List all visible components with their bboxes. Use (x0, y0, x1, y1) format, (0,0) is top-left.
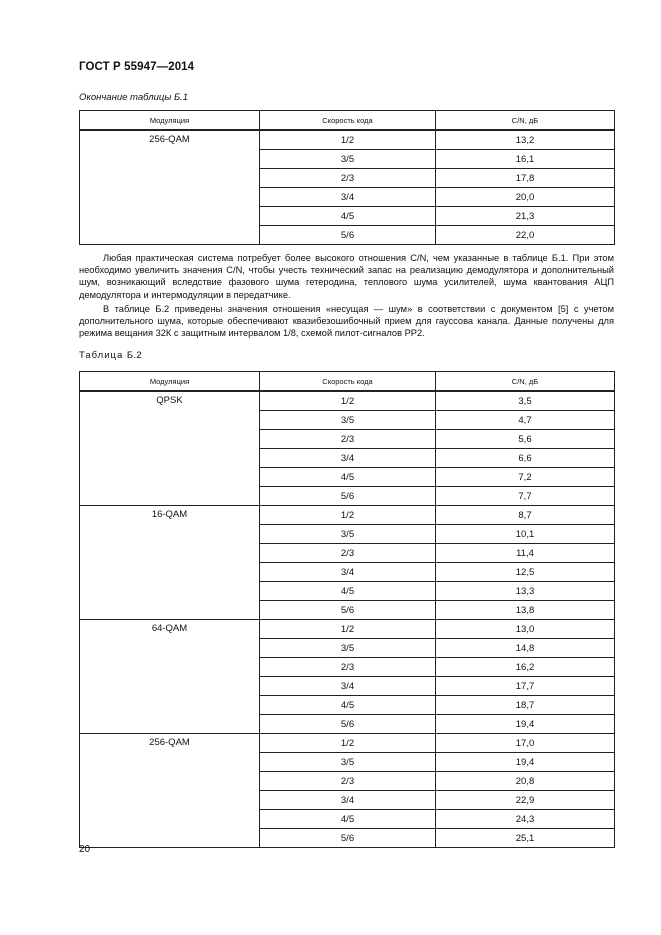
table-row (80, 734, 615, 753)
modulation-cell: QPSK (80, 391, 260, 506)
cn-value-cell: 10,1 (436, 525, 615, 544)
cn-value-cell: 3,5 (436, 391, 615, 411)
cn-value-cell: 20,0 (436, 188, 615, 207)
cn-value-cell: 6,6 (436, 449, 615, 468)
modulation-cell: 16-QAM (80, 506, 260, 620)
code-rate-cell: 1/2 (260, 130, 436, 150)
table2-caption-number: Б.2 (126, 350, 142, 361)
code-rate-cell: 2/3 (260, 772, 436, 791)
cn-value-cell: 12,5 (436, 563, 615, 582)
code-rate-cell: 3/4 (260, 791, 436, 810)
table-header-row (80, 372, 615, 392)
cn-value-cell: 21,3 (436, 207, 615, 226)
cn-value-cell: 25,1 (436, 829, 615, 848)
cn-value-cell: 13,8 (436, 601, 615, 620)
code-rate-cell: 5/6 (260, 715, 436, 734)
cn-value-cell: 13,3 (436, 582, 615, 601)
code-rate-cell: 4/5 (260, 468, 436, 487)
cn-value-cell: 13,2 (436, 130, 615, 150)
table-header-row (80, 111, 615, 131)
modulation-cell: 256-QAM (80, 734, 260, 848)
table2-caption-word: Таблица (79, 350, 124, 361)
table-b2 (79, 371, 615, 848)
table1-caption: Окончание таблицы Б.1 (79, 92, 189, 103)
cn-value-cell: 22,9 (436, 791, 615, 810)
cn-value-cell: 13,0 (436, 620, 615, 639)
code-rate-cell: 4/5 (260, 810, 436, 829)
code-rate-cell: 1/2 (260, 734, 436, 753)
paragraph-practical-system: Любая практическая система потребует более высокого отношения C/N, чем указанные в таблице Б.1. При этом необходимо увеличить значения C/N, чтобы учесть технический запас на реализацию демодулятора и дополнительный шум, возникающий вследствие фазового шума гетеродина, теплового шума усилителей, шума квантования АЦП демодулятора и интермодуляции в передатчике. (79, 253, 614, 300)
code-rate-cell: 1/2 (260, 620, 436, 639)
code-rate-cell: 3/5 (260, 753, 436, 772)
code-rate-cell: 5/6 (260, 829, 436, 848)
table2-caption (79, 350, 142, 361)
cn-value-cell: 17,0 (436, 734, 615, 753)
code-rate-cell: 3/5 (260, 639, 436, 658)
cn-value-cell: 24,3 (436, 810, 615, 829)
header-modulation: Модуляция (80, 111, 260, 131)
modulation-cell: 64-QAM (80, 620, 260, 734)
cn-value-cell: 11,4 (436, 544, 615, 563)
header-cn: C/N, дБ (436, 372, 615, 392)
code-rate-cell: 2/3 (260, 430, 436, 449)
cn-value-cell: 20,8 (436, 772, 615, 791)
header-cn: C/N, дБ (436, 111, 615, 131)
table-row (80, 130, 615, 150)
code-rate-cell: 3/4 (260, 188, 436, 207)
code-rate-cell: 1/2 (260, 391, 436, 411)
cn-value-cell: 18,7 (436, 696, 615, 715)
cn-value-cell: 17,7 (436, 677, 615, 696)
code-rate-cell: 1/2 (260, 506, 436, 525)
code-rate-cell: 2/3 (260, 169, 436, 188)
cn-value-cell: 16,1 (436, 150, 615, 169)
table-row (80, 620, 615, 639)
cn-value-cell: 7,2 (436, 468, 615, 487)
page-number: 20 (79, 844, 91, 855)
modulation-cell: 256-QAM (80, 130, 260, 245)
paragraph-table-b2-intro: В таблице Б.2 приведены значения отношения «несущая — шум» в соответствии с документом [5] с учетом дополнительного шума, которые обеспечивают квазибезошибочный прием для гауссова канала. Данные получены для режима вещания 32К с защитным интервалом 1/8, схемой пилот-сигналов PP2. (79, 304, 614, 339)
header-modulation: Модуляция (80, 372, 260, 392)
table-row (80, 506, 615, 525)
cn-value-cell: 5,6 (436, 430, 615, 449)
cn-value-cell: 19,4 (436, 753, 615, 772)
code-rate-cell: 2/3 (260, 544, 436, 563)
code-rate-cell: 3/5 (260, 525, 436, 544)
cn-value-cell: 16,2 (436, 658, 615, 677)
code-rate-cell: 5/6 (260, 487, 436, 506)
code-rate-cell: 4/5 (260, 582, 436, 601)
cn-value-cell: 7,7 (436, 487, 615, 506)
code-rate-cell: 5/6 (260, 601, 436, 620)
table-row (80, 391, 615, 411)
code-rate-cell: 3/4 (260, 677, 436, 696)
code-rate-cell: 2/3 (260, 658, 436, 677)
table-b1-end (79, 110, 615, 245)
code-rate-cell: 4/5 (260, 207, 436, 226)
code-rate-cell: 3/4 (260, 563, 436, 582)
document-code: ГОСТ Р 55947—2014 (79, 61, 195, 73)
cn-value-cell: 17,8 (436, 169, 615, 188)
cn-value-cell: 8,7 (436, 506, 615, 525)
code-rate-cell: 3/5 (260, 411, 436, 430)
cn-value-cell: 19,4 (436, 715, 615, 734)
cn-value-cell: 22,0 (436, 226, 615, 245)
cn-value-cell: 14,8 (436, 639, 615, 658)
header-code-rate: Скорость кода (260, 372, 436, 392)
header-code-rate: Скорость кода (260, 111, 436, 131)
code-rate-cell: 3/5 (260, 150, 436, 169)
cn-value-cell: 4,7 (436, 411, 615, 430)
code-rate-cell: 3/4 (260, 449, 436, 468)
code-rate-cell: 4/5 (260, 696, 436, 715)
code-rate-cell: 5/6 (260, 226, 436, 245)
